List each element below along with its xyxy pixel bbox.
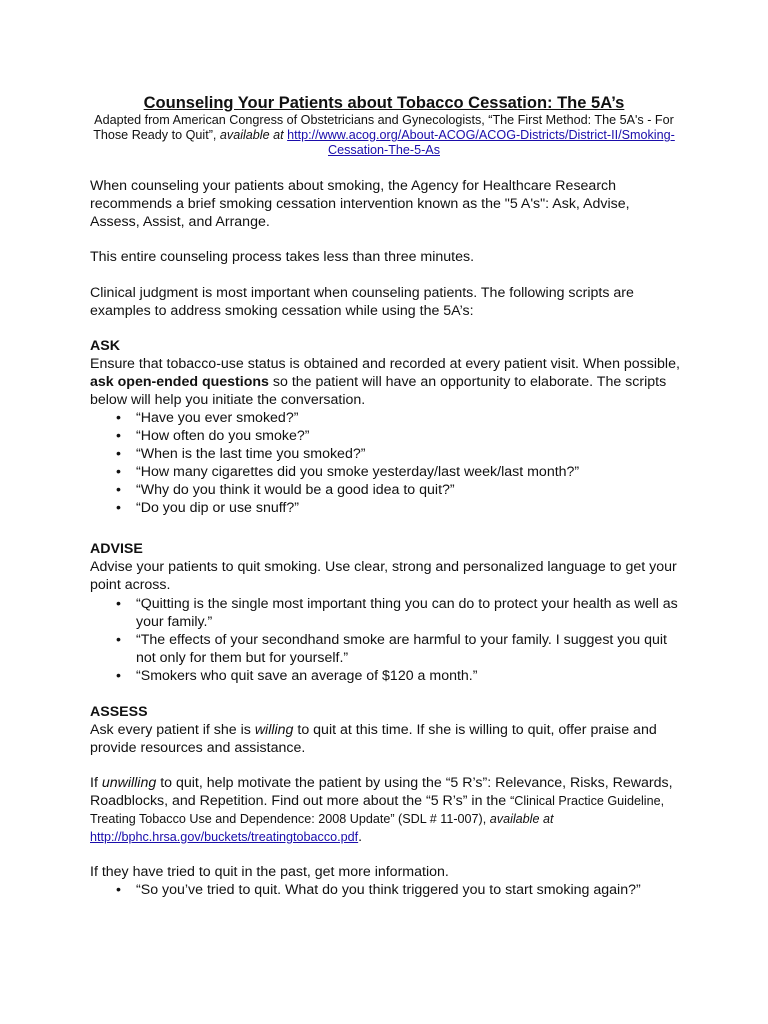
list-item: • “When is the last time you smoked?” (90, 445, 680, 463)
assess-willing: willing (254, 722, 294, 738)
list-item: • “Why do you think it would be a good idea to quit?” (90, 481, 680, 499)
ask-text-after: so the patient will have an opportunity to elaborate. The scripts below will help you initiate the conversation. (90, 374, 667, 408)
list-item: • “So you’ve tried to quit. What do you think triggered you to start smoking again?” (90, 881, 680, 899)
unwilling-if: If (90, 775, 102, 791)
list-item: • “Do you dip or use snuff?” (90, 499, 680, 517)
list-item: • “How many cigarettes did you smoke yesterday/last week/last month?” (90, 463, 680, 481)
clinical-judgment-paragraph: Clinical judgment is most important when counseling patients. The following scripts are examples to address smoking cessation while using the 5A’s: (90, 285, 634, 319)
document-title: Counseling Your Patients about Tobacco Cessation: The 5A’s (143, 94, 625, 112)
unwilling-paragraph (90, 774, 680, 846)
acog-link[interactable]: http://www.acog.org/About-ACOG/ACOG-Districts/District-II/Smoking-Cessation-The-5-As (287, 128, 675, 157)
source-text: Adapted from American Congress of Obstetricians and Gynecologists, “The First Method: The 5A's - For Those Ready to Quit”, (93, 113, 674, 142)
assess-paragraph (90, 721, 680, 757)
assess-bullet-list (90, 881, 680, 899)
advise-bullet-list (90, 595, 680, 685)
guideline-citation: “Clinical Practice Guideline, Treating Tobacco Use and Dependence: 2008 Update” (SDL # 11-007), (90, 794, 665, 826)
list-item: • “The effects of your secondhand smoke are harmful to your family. I suggest you quit not only for them but for yourself.” (90, 631, 680, 667)
list-item: • “Quitting is the single most important thing you can do to protect your health as well as your family.” (90, 595, 680, 631)
intro-paragraph: When counseling your patients about smoking, the Agency for Healthcare Research recommends a brief smoking cessation intervention known as the "5 A's": Ask, Advise, Assess, Assist, and Arrange. (90, 178, 630, 230)
hrsa-link[interactable]: http://bphc.hrsa.gov/buckets/treatingtobacco.pdf (90, 830, 359, 844)
ask-bullet-list (90, 409, 680, 517)
source-available-at: available at (219, 128, 284, 142)
guideline-period: . (358, 829, 363, 845)
unwilling-italic: unwilling (101, 775, 157, 791)
assess-text-after: to quit at this time. If she is willing to quit, offer praise and provide resources and assistance. (90, 722, 657, 756)
ask-text-before: Ensure that tobacco-use status is obtained and recorded at every patient visit. When possible, (90, 356, 680, 372)
five-rs-text: to quit, help motivate the patient by using the “5 R’s”: Relevance, Risks, Rewards, Roadblocks, and Repetition. Find out more about the “5 R’s” in the (90, 775, 673, 809)
list-item: • “Have you ever smoked?” (90, 409, 680, 427)
ask-heading: ASK (90, 338, 120, 354)
source-citation (88, 113, 680, 158)
list-item: • “Smokers who quit save an average of $120 a month.” (90, 667, 680, 685)
advise-paragraph: Advise your patients to quit smoking. Use clear, strong and personalized language to get your point across. (90, 559, 677, 593)
ask-paragraph (90, 355, 680, 409)
past-attempts-paragraph: If they have tried to quit in the past, get more information. (90, 864, 449, 880)
assess-heading: ASSESS (90, 704, 148, 720)
duration-paragraph: This entire counseling process takes less than three minutes. (90, 249, 475, 265)
list-item: • “How often do you smoke?” (90, 427, 680, 445)
guideline-available-at: available at (489, 812, 554, 826)
advise-heading: ADVISE (90, 541, 143, 557)
assess-text-before: Ask every patient if she is (90, 722, 255, 738)
ask-text-bold: ask open-ended questions (90, 374, 269, 390)
